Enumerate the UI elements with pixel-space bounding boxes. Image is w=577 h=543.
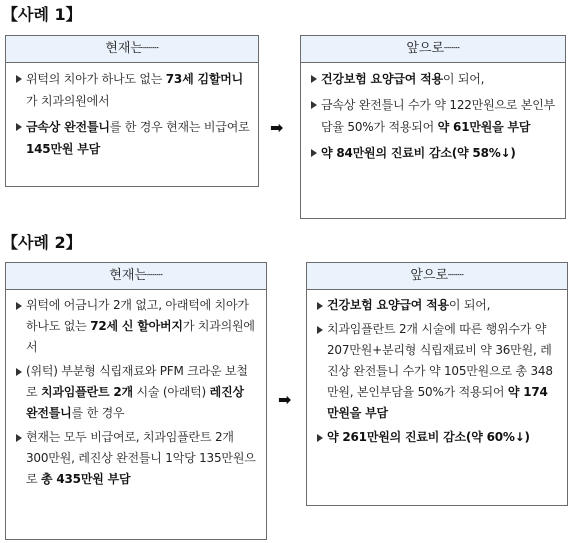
body-text: 위턱의 치아가 하나도 없는: [26, 72, 166, 86]
case2-future-item: [317, 427, 559, 448]
emphasis-text: 72세 신 할아버지: [90, 319, 183, 333]
body-text: (위턱) 부분형 식립재료와 PFM 크라운 보철로: [26, 364, 248, 399]
case2-current-item: [16, 427, 258, 490]
emphasis-text: 약 61만원을 부담: [437, 120, 531, 134]
case2-future-item: [317, 295, 559, 316]
emphasis-text: 73세 김할머니: [165, 72, 244, 86]
emphasis-text: 약 84만원의 진료비 감소(약 58%↓): [321, 146, 516, 160]
emphasis-text: 레진상 완전틀니: [26, 385, 244, 420]
case1-arrow-icon: ➡: [270, 118, 284, 137]
body-text: 를 한 경우: [71, 406, 125, 420]
case2-future-box: [306, 262, 568, 506]
case2-current-item: [16, 295, 258, 358]
emphasis-text: 건강보험 요양급여 적용: [327, 298, 449, 312]
case2-current-box: [5, 262, 267, 540]
emphasis-text: 치과임플란트 2개: [41, 385, 133, 399]
emphasis-text: 건강보험 요양급여 적용: [321, 72, 443, 86]
case2-future-item: [317, 319, 559, 424]
emphasis-text: 약 174만원을 부담: [327, 385, 548, 420]
case1-future-item: [311, 142, 557, 164]
emphasis-text: 총 435만원 부담: [41, 472, 131, 486]
case1-future-header: 앞으로┈┈: [301, 36, 565, 63]
case1-current-item: [16, 116, 250, 160]
case1-title: 【사례 1】: [2, 5, 82, 24]
case1-future-item: [311, 68, 557, 90]
emphasis-text: 금속상 완전틀니: [26, 120, 110, 134]
case1-current-box: [5, 35, 259, 187]
case2-future-header: 앞으로┈┈: [307, 263, 567, 290]
case2-current-item: [16, 361, 258, 424]
case2-current-header: 현재는┈┈: [6, 263, 266, 290]
case1-future-item: [311, 94, 557, 138]
body-text: 금속상 완전틀니 수가 약 122만원으로 본인부담율 50%가 적용되어: [321, 98, 556, 134]
body-text: 이 되어,: [442, 72, 485, 86]
body-text: 치과임플란트 2개 시술에 따른 행위수가 약 207만원+분리형 식립재료비 약 36만원, 레진상 완전틀니 수가 약 105만원으로 총 348만원, 본인부담율 50%가 적용되어: [327, 322, 553, 399]
body-text: 위턱에 어금니가 2개 없고, 아래턱에 치아가 하나도 없는: [26, 298, 249, 333]
case1-current-item: [16, 68, 250, 112]
body-text: 시술 (아래턱): [132, 385, 210, 399]
body-text: 현재는 모두 비급여로, 치과임플란트 2개 300만원, 레진상 완전틀니 1악당 135만원으로: [26, 430, 256, 486]
body-text: 가 치과의원에서: [26, 94, 110, 108]
body-text: 를 한 경우 현재는 비급여로: [109, 120, 250, 134]
body-text: 이 되어,: [448, 298, 491, 312]
body-text: 가 치과의원에서: [26, 319, 255, 354]
case1-current-header: 현재는┈┈: [6, 36, 258, 63]
case1-future-box: [300, 35, 566, 219]
case2-arrow-icon: ➡: [278, 390, 292, 409]
emphasis-text: 약 261만원의 진료비 감소(약 60%↓): [327, 430, 530, 444]
case2-title: 【사례 2】: [2, 233, 82, 252]
emphasis-text: 145만원 부담: [26, 142, 100, 156]
